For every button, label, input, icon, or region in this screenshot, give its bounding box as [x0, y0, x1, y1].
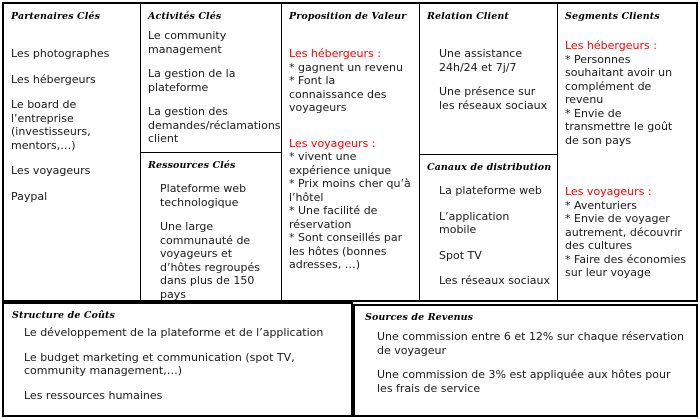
block-activites-cles — [141, 4, 281, 152]
list-item: Paypal — [11, 189, 48, 203]
block-canaux-de-distribution — [420, 154, 557, 300]
block-proposition-de-valeur — [282, 4, 420, 300]
list-item: Spot TV — [439, 248, 482, 262]
activites-list — [148, 25, 281, 146]
bullet-item: * Font la connaissance des voyageurs — [289, 74, 387, 114]
canaux-title: Canaux de distribution — [427, 162, 552, 173]
block-relation-client — [420, 4, 557, 154]
list-item: Les photographes — [11, 47, 110, 60]
bullet-item: * Envie de voyager autrement, découvrir des cultures — [565, 212, 682, 252]
bullet-item: * Aventuriers — [565, 198, 638, 212]
revenus-title: Sources de Revenus — [365, 312, 474, 323]
bullet-item: * vivent une expérience unique — [289, 150, 392, 177]
list-item: La gestion de la plateforme — [148, 67, 236, 94]
couts-title: Structure de Coûts — [12, 310, 115, 321]
group-heading: Les hébergeurs : — [565, 39, 657, 52]
revenus-list — [365, 326, 688, 395]
list-item: Les ressources humaines — [24, 388, 163, 402]
block-partenaires-cles — [4, 4, 141, 300]
group-heading: Les voyageurs : — [565, 185, 652, 198]
segments-cell — [558, 4, 696, 300]
couts-list — [12, 324, 343, 402]
proposition-group-hebergeurs — [289, 25, 412, 115]
bullet-item: * Prix moins cher qu’à l’hôtel — [289, 177, 411, 204]
group-heading: Les hébergeurs : — [289, 47, 381, 60]
segments-group-hebergeurs — [565, 25, 689, 147]
bullet-item: * Une facilité de réservation — [289, 204, 378, 231]
block-activites-ressources-column — [141, 4, 282, 300]
list-item: Les réseaux sociaux — [439, 274, 550, 287]
block-structure-de-couts — [2, 302, 353, 417]
relation-title: Relation Client — [427, 11, 509, 22]
list-item: Les hébergeurs — [11, 72, 96, 86]
partenaires-title: Partenaires Clés — [11, 11, 101, 22]
ressources-list — [148, 174, 274, 300]
canaux-list — [427, 176, 550, 288]
list-item: Une large communauté de voyageurs et d’hôtes regroupés dans plus de 150 pays — [160, 220, 260, 300]
segments-title: Segments Clients — [565, 11, 660, 22]
ressources-title: Ressources Clés — [148, 160, 236, 171]
block-segments-clients — [558, 4, 696, 300]
group-heading: Les voyageurs : — [289, 136, 376, 150]
segments-group-voyageurs — [565, 185, 689, 280]
list-item: Le board de l’entreprise (investisseurs, mentors,…) — [11, 98, 91, 152]
proposition-title: Proposition de Valeur — [289, 11, 407, 22]
list-item: La gestion des demandes/réclamations client — [148, 105, 281, 145]
block-ressources-cles — [141, 152, 281, 300]
proposition-group-voyageurs — [289, 137, 412, 272]
list-item: Une commission de 3% est appliquée aux hôtes pour les frais de service — [377, 368, 671, 395]
list-item: Le développement de la plateforme et de l’application — [24, 326, 324, 339]
bullet-item: * Envie de transmettre le goût de son pays — [565, 106, 673, 147]
partenaires-list — [11, 25, 133, 203]
list-item: Une assistance 24h/24 et 7j/7 — [439, 47, 523, 74]
list-item: Les voyageurs — [11, 164, 91, 177]
list-item: La plateforme web — [439, 184, 542, 197]
bullet-item: * Personnes souhaitant avoir un complément de revenu — [565, 52, 673, 106]
bullet-item: * gagnent un revenu — [289, 60, 403, 74]
canvas-top-band — [2, 2, 698, 302]
relation-list — [427, 25, 550, 112]
list-item: Une présence sur les réseaux sociaux — [439, 85, 548, 112]
partenaires-cell — [4, 4, 140, 300]
bullet-item: * Sont conseillés par les hôtes (bonnes adresses, …) — [289, 231, 403, 271]
list-item: Une commission entre 6 et 12% sur chaque réservation de voyageur — [377, 330, 684, 357]
proposition-cell — [282, 4, 419, 300]
list-item: Le community management — [148, 29, 227, 56]
block-sources-de-revenus — [353, 304, 698, 417]
activites-title: Activités Clés — [148, 11, 222, 22]
list-item: Plateforme web technologique — [160, 182, 247, 209]
bullet-item: * Faire des économies sur leur voyage — [565, 252, 687, 279]
list-item: L’application mobile — [439, 209, 510, 236]
block-relation-canaux-column — [420, 4, 558, 300]
list-item: Le budget marketing et communication (spot TV, community management,…) — [24, 350, 295, 377]
